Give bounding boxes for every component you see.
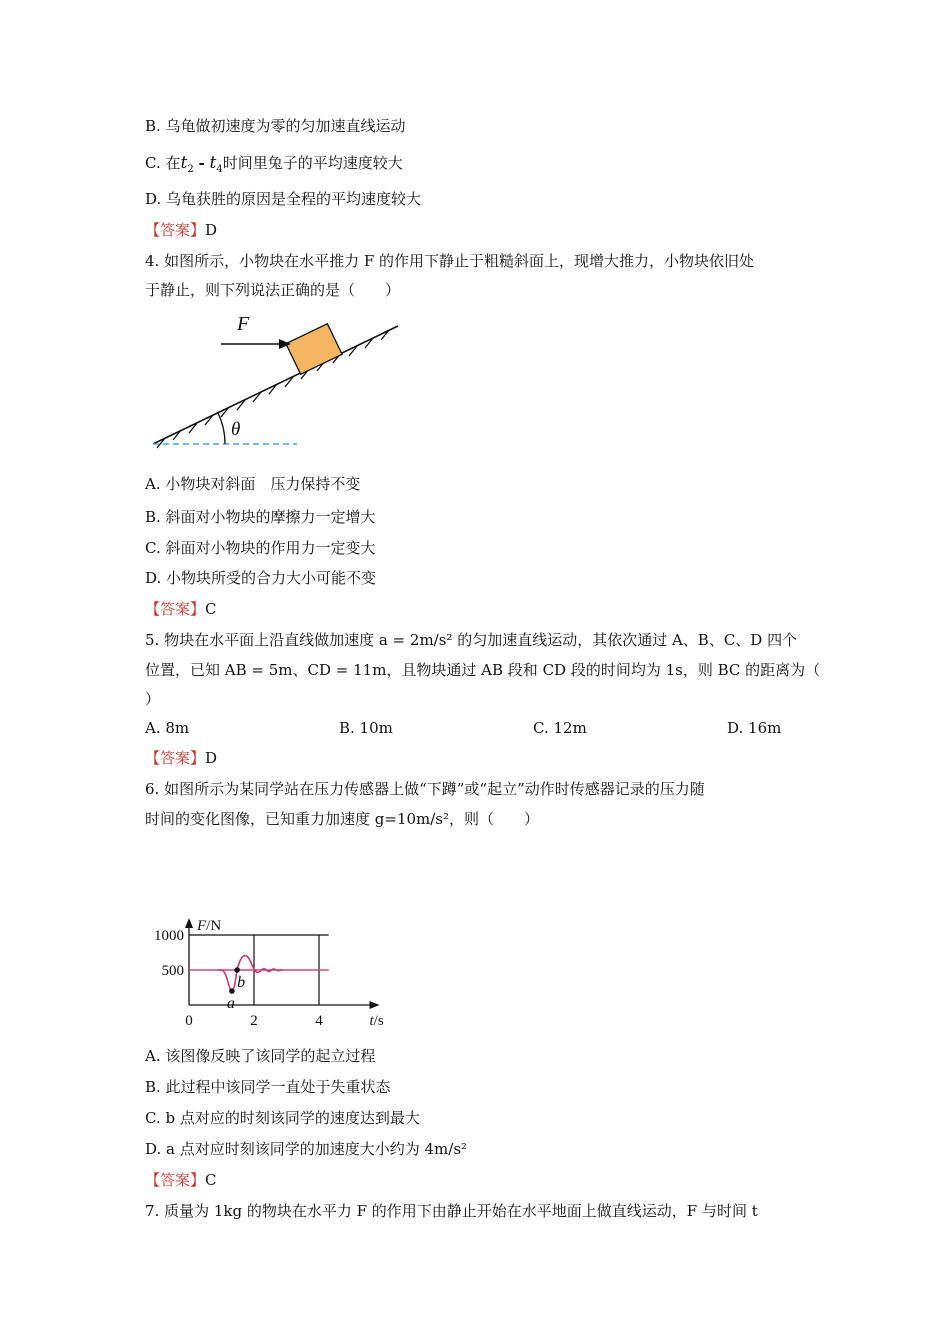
q3-option-c-t2: t [180, 153, 188, 173]
q6-stem-line1: 6. 如图所示为某同学站在压力传感器上做“下蹲”或“起立”动作时传感器记录的压力随 [145, 780, 705, 798]
q6-option-b: B. 此过程中该同学一直处于失重状态 [145, 1078, 391, 1096]
point-label-a: a [226, 995, 235, 1012]
q3-option-b: B. 乌龟做初速度为零的匀加速直线运动 [145, 117, 406, 135]
answer-value: D [205, 221, 218, 239]
point-label-b: b [237, 974, 246, 991]
series-line-F [218, 956, 283, 992]
q3-option-c-t2-sub: 2 [187, 164, 194, 175]
answer-label: 【答案】 [145, 221, 206, 239]
x-tick-label: 4 [315, 1013, 323, 1029]
q5-stem-line1: 5. 物块在水平面上沿直线做加速度 a = 2m/s² 的匀加速直线运动，其依次通过 A、B、C、D 四个 [145, 631, 798, 649]
point-b [234, 967, 240, 973]
q5-stem-line2: 位置，已知 AB = 5m、CD = 11m，且物块通过 AB 段和 CD 段的时间均为 1s，则 BC 的距离为（ [145, 661, 821, 679]
y-axis-arrowhead [185, 918, 193, 928]
x-axis-arrowhead [370, 1001, 380, 1009]
q4-option-b: B. 斜面对小物块的摩擦力一定增大 [145, 508, 376, 526]
answer-label: 【答案】 [145, 600, 206, 618]
q7-stem-line1: 7. 质量为 1kg 的物块在水平力 F 的作用下由静止开始在水平地面上做直线运动，F 与时间 t [145, 1202, 758, 1220]
q4-option-d: D. 小物块所受的合力大小可能不变 [145, 569, 377, 587]
y-axis-label: F/N [197, 918, 222, 934]
q5-answer [145, 747, 217, 769]
y-tick-label: 500 [161, 963, 184, 979]
block [286, 324, 342, 375]
q3-option-c-t4-sub: 4 [216, 164, 223, 175]
x-axis-label: t/s [369, 1013, 384, 1029]
x-tick-label: 0 [185, 1013, 193, 1029]
answer-value: C [205, 600, 217, 618]
q6-answer [145, 1169, 217, 1191]
q5-option-a: A. 8m [145, 719, 190, 737]
q6-option-a: A. 该图像反映了该同学的起立过程 [145, 1047, 376, 1065]
answer-label: 【答案】 [145, 1171, 206, 1189]
q6-stem-line2: 时间的变化图像，已知重力加速度 g=10m/s²，则（ ） [145, 810, 540, 828]
q3-option-c-suffix: 时间里兔子的平均速度较大 [222, 154, 403, 172]
q6-option-c: C. b 点对应的时刻该同学的速度达到最大 [145, 1109, 420, 1127]
q4-stem-line1: 4. 如图所示，小物块在水平推力 F 的作用下静止于粗糙斜面上，现增大推力，小物块依旧处 [145, 252, 755, 270]
q5-stem-line3: ） [145, 690, 161, 708]
q6-option-d: D. a 点对应时刻该同学的加速度大小约为 4m/s² [145, 1140, 468, 1158]
q3-option-c-prefix: C. 在 [145, 154, 181, 172]
q3-option-c-t4: t [209, 153, 217, 173]
q5-options [145, 717, 805, 739]
q3-answer [145, 219, 217, 241]
q4-answer [145, 598, 217, 620]
q5-option-d: D. 16m [727, 719, 782, 737]
angle-arc [218, 413, 225, 444]
q5-option-c: C. 12m [533, 719, 587, 737]
q6-force-time-chart [140, 838, 390, 1033]
y-tick-label: 1000 [154, 928, 184, 944]
force-label: F [237, 313, 250, 335]
point-a [229, 988, 235, 994]
q4-incline-figure [145, 308, 405, 453]
answer-value: C [205, 1171, 217, 1189]
q4-option-c: C. 斜面对小物块的作用力一定变大 [145, 539, 376, 557]
q3-option-c [145, 152, 403, 181]
q3-option-d: D. 乌龟获胜的原因是全程的平均速度较大 [145, 190, 422, 208]
answer-label: 【答案】 [145, 749, 206, 767]
angle-label: θ [231, 419, 241, 440]
q4-stem-line2: 于静止，则下列说法正确的是（ ） [145, 281, 401, 299]
q4-option-a: A. 小物块对斜面 压力保持不变 [145, 475, 361, 493]
q3-option-c-dash: - [198, 154, 205, 172]
x-tick-label: 2 [250, 1013, 258, 1029]
q5-option-b: B. 10m [339, 719, 393, 737]
answer-value: D [205, 749, 218, 767]
